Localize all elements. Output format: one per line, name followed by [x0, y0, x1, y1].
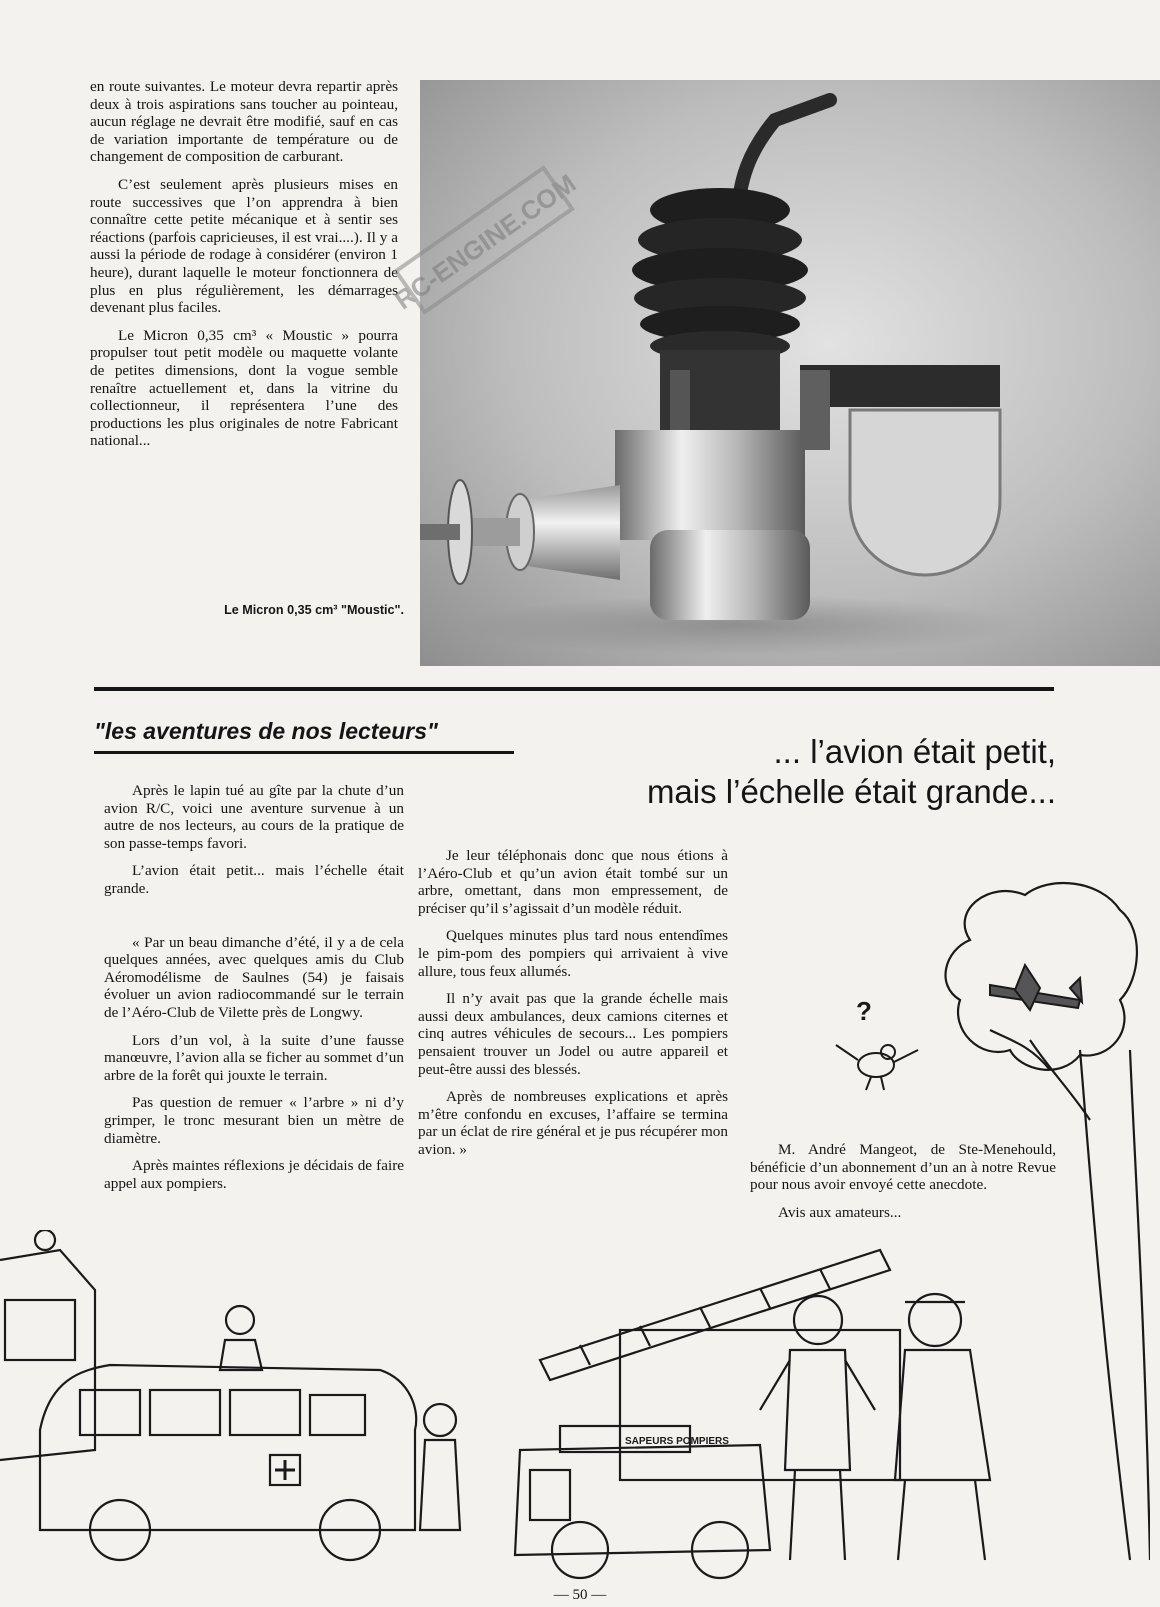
rubric-title: "les aventures de nos lecteurs": [94, 718, 438, 744]
story-left-p1: Après le lapin tué au gîte par la chute d’un avion R/C, voici une aventure survenue à un autre de nos lecteurs, au cours de la pratique de son passe-temps favori.: [104, 782, 404, 852]
story-column-right: [750, 1141, 1056, 1231]
story-middle-p4: Après de nombreuses explications et après m’être confondu en excuses, l’affaire se termina par un éclat de rire général et je pus récupérer mon avion. »: [418, 1088, 728, 1158]
top-paragraph-3: Le Micron 0,35 cm³ « Moustic » pourra propulser tout petit modèle ou maquette volante de petites dimensions, dont la vogue semble renaître actuellement et, dans la vitrine du collectionneur, il représentera l’une des productions les plus originales de notre Fabricant national...: [90, 326, 398, 450]
photo-caption: Le Micron 0,35 cm³ "Moustic".: [224, 603, 404, 617]
story-middle-p1: Je leur téléphonais donc que nous étions à l’Aéro-Club et qu’un avion était tombé sur un arbre, omettant, dans mon empressement, de préciser qu’il s’agissait d’un modèle réduit.: [418, 847, 728, 917]
story-right-p2: Avis aux amateurs...: [778, 1203, 902, 1221]
story-left-p6: Après maintes réflexions je décidais de faire appel aux pompiers.: [104, 1157, 404, 1192]
page-number: — 50 —: [553, 1587, 607, 1603]
top-article-text: [90, 78, 398, 460]
bird-cartoon: [826, 990, 926, 1100]
headline-line-1: ... l’avion était petit,: [773, 733, 1056, 770]
rubric-underline: [94, 751, 514, 754]
story-left-p3: « Par un beau dimanche d’été, il y a de cela quelques années, avec quelques amis du Club Aéromodélisme de Saulnes (54) je faisais évoluer un avion radiocommandé sur le terrain de l’Aéro-Club de Vilette près de Longwy.: [104, 933, 404, 1021]
question-mark-text: ?: [856, 996, 872, 1026]
story-middle-p3: Il n’y avait pas que la grande échelle mais aussi deux ambulances, deux camions citernes et cinq autres véhicules de secours... Les pompiers pensaient trouver un Jodel ou autre appareil et peut-être aussi des blessés.: [418, 990, 728, 1078]
plane-icon: [990, 965, 1082, 1010]
story-column-left: [104, 782, 404, 1202]
story-left-p5: Pas question de remuer « l’arbre » ni d’y grimper, le tronc mesurant bien un mètre de diamètre.: [104, 1094, 404, 1147]
story-left-p2: L’avion était petit... mais l’échelle était grande.: [104, 862, 404, 897]
fire-brigade-cartoon: [0, 1230, 1060, 1580]
top-paragraph-1: en route suivantes. Le moteur devra repartir après deux à trois aspirations sans toucher au pointeau, aucun réglage ne devrait être modifié, sauf en cas de variation importante de température ou de changement de composition de carburant.: [90, 78, 398, 166]
engine-illustration: [420, 80, 1160, 666]
story-column-middle: [418, 847, 728, 1169]
story-left-p4: Lors d’un vol, à la suite d’une fausse manœuvre, l’avion alla se ficher au sommet d’un arbre de la forêt qui jouxte le terrain.: [104, 1031, 404, 1084]
story-right-p1: M. André Mangeot, de Ste-Menehould, bénéficie d’un abonnement d’un an à notre Revue pour nous avoir envoyé cette anecdote.: [750, 1141, 1056, 1194]
watermark-text: RC-ENGINE.COM: [388, 168, 582, 316]
story-headline: [647, 732, 1056, 812]
top-paragraph-2: C’est seulement après plusieurs mises en route successives que l’on apprendra à bien connaître cette petite mécanique et à sentir ses réactions (parfois capricieuses, il est vrai....). Il y a aussi la période de rodage à considérer (environ 1 heure), durant laquelle le moteur fonctionnera de plus en plus régulièrement, les démarrages devenant plus faciles.: [90, 175, 398, 317]
headline-line-2: mais l’échelle était grande...: [646, 773, 1056, 810]
section-divider: [94, 687, 1054, 691]
story-middle-p2: Quelques minutes plus tard nous entendîmes le pim-pom des pompiers qui arrivaient à vive allure, tous feux allumés.: [418, 927, 728, 980]
engine-photo: [420, 80, 1160, 666]
truck-sign-text: SAPEURS POMPIERS: [625, 1436, 729, 1447]
